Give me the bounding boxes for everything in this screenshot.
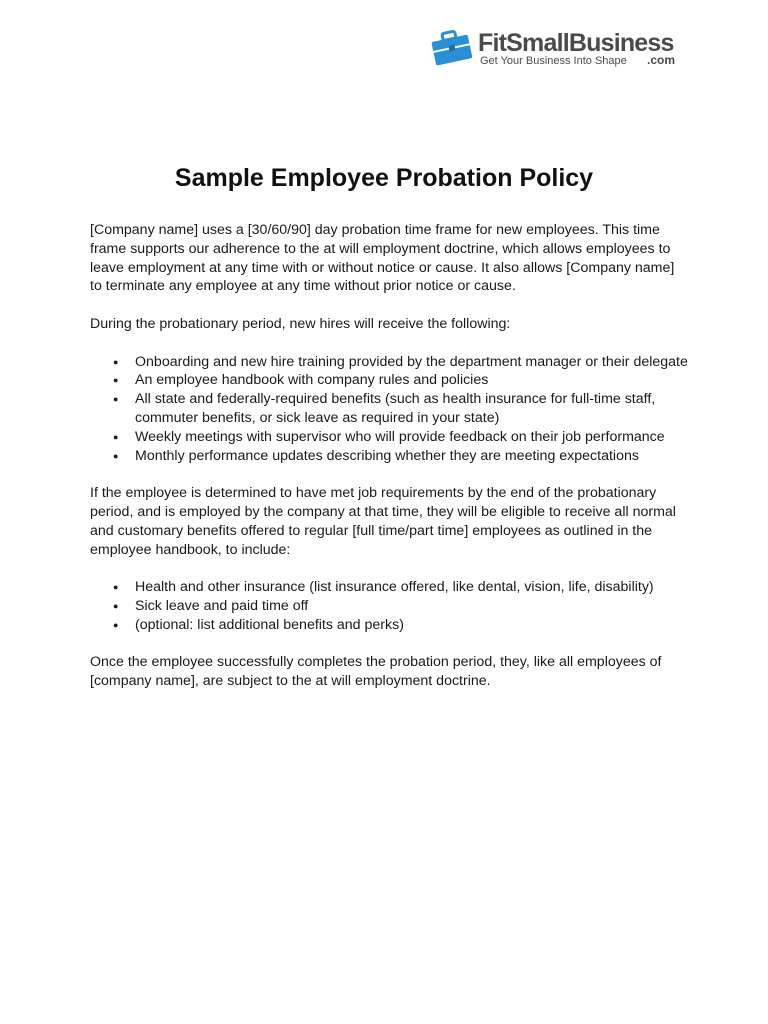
logo-dotcom: .com bbox=[647, 53, 676, 67]
document-title: Sample Employee Probation Policy bbox=[174, 164, 594, 192]
list-item: ● (optional: list additional benefits and perks) bbox=[90, 616, 690, 635]
briefcase-icon bbox=[430, 26, 474, 68]
logo-wordmark: FitSmallBusiness bbox=[478, 29, 674, 57]
probation-lead-paragraph: During the probationary period, new hires will receive the following: bbox=[90, 315, 511, 332]
logo-tagline: Get Your Business Into Shape bbox=[480, 55, 627, 67]
regular-benefits-list bbox=[90, 578, 690, 634]
closing-paragraph: Once the employee successfully completes the probation period, they, like all employees of [company name], are subject to the at will employment doctrine. bbox=[90, 654, 662, 690]
list-item: ● Monthly performance updates describing whether they are meeting expectations bbox=[90, 447, 690, 466]
list-item: ● Onboarding and new hire training provided by the department manager or their delegate bbox=[90, 353, 690, 372]
fitsmallbusiness-logo bbox=[430, 26, 680, 72]
list-item: ● Health and other insurance (list insurance offered, like dental, vision, life, disability) bbox=[90, 578, 690, 597]
benefits-lead-paragraph: If the employee is determined to have met job requirements by the end of the probationary period, and is employed by the company at that time, they will be eligible to receive all normal and customary benefits offered to regular [full time/part time] employees as outlined in the employee handbook, to include: bbox=[90, 485, 676, 558]
list-item: ● All state and federally-required benefits (such as health insurance for full-time staff, commuter benefits, or sick leave as required in your state) bbox=[90, 390, 690, 428]
document-body bbox=[90, 221, 690, 691]
list-item: ● Weekly meetings with supervisor who will provide feedback on their job performance bbox=[90, 428, 690, 447]
list-item: ● Sick leave and paid time off bbox=[90, 597, 690, 616]
probation-benefits-list bbox=[90, 353, 690, 466]
intro-paragraph: [Company name] uses a [30/60/90] day probation time frame for new employees. This time frame supports our adherence to the at will employment doctrine, which allows employees to leave employment at any time with or without notice or cause. It also allows [Company name] to terminate any employee at any time without prior notice or cause. bbox=[90, 222, 675, 295]
list-item: ● An employee handbook with company rules and policies bbox=[90, 371, 690, 390]
